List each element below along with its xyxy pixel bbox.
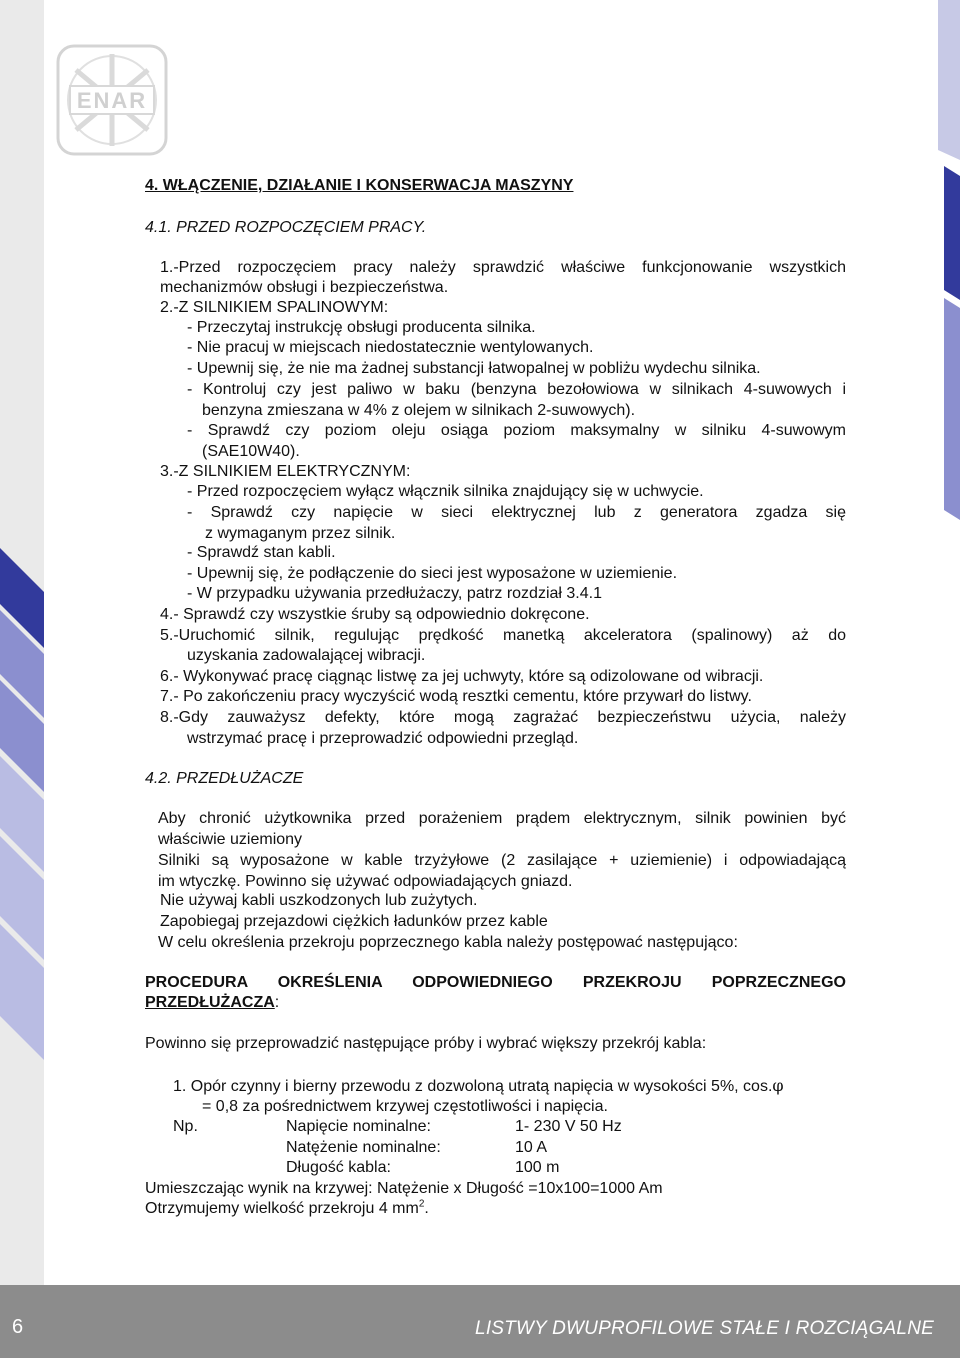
list-item: - Upewnij się, że podłączenie do sieci jest wyposażone w uziemienie. <box>187 565 678 582</box>
paragraph-1-line-2: mechanizmów obsługi i bezpieczeństwa. <box>160 279 449 296</box>
paragraph-2-heading: 2.-Z SILNIKIEM SPALINOWYM: <box>160 299 389 316</box>
spec-label: Napięcie nominalne: <box>286 1118 431 1135</box>
list-item: - W przypadku używania przedłużaczy, patrz rozdział 3.4.1 <box>187 585 602 602</box>
list-item: - Sprawdź czy napięcie w sieci elektrycznej lub z generatora zgadza się <box>187 504 846 521</box>
list-item: - Sprawdź czy poziom oleju osiąga poziom maksymalny w silniku 4-suwowym <box>187 422 846 439</box>
list-item: - Przed rozpoczęciem wyłącz włącznik silnika znajdujący się w uchwycie. <box>187 483 704 500</box>
body-line: Aby chronić użytkownika przed porażeniem prądem elektrycznym, silnik powinien być <box>158 810 846 827</box>
section-heading: 4. WŁĄCZENIE, DZIAŁANIE I KONSERWACJA MASZYNY <box>145 177 574 194</box>
conclusion-line <box>145 1199 429 1219</box>
procedure-title-word: PRZEDŁUŻACZA <box>145 994 275 1011</box>
body-line: Nie używaj kabli uszkodzonych lub zużytych. <box>160 892 478 909</box>
list-item: - Kontroluj czy jest paliwo w baku (benzyna bezołowiowa w silnikach 4-suwowych i <box>187 381 846 398</box>
list-item-continued: benzyna zmieszana w 4% z olejem w silnikach 2-suwowych). <box>202 402 636 419</box>
footer-title: LISTWY DWUPROFILOWE STAŁE I ROZCIĄGALNE <box>475 1318 934 1339</box>
body-line: W celu określenia przekroju poprzecznego kabla należy postępować następująco: <box>158 934 738 951</box>
list-item: - Nie pracuj w miejscach niedostatecznie wentylowanych. <box>187 339 594 356</box>
paragraph-4: 4.- Sprawdź czy wszystkie śruby są odpowiednio dokręcone. <box>160 606 590 623</box>
paragraph-7: 7.- Po zakończeniu pracy wyczyścić wodą resztki cementu, które przywarł do listwy. <box>160 688 752 705</box>
list-item-continued: z wymaganym przez silnik. <box>205 525 396 542</box>
body-line: Zapobiegaj przejazdowi ciężkich ładunków przez kable <box>160 913 548 930</box>
spec-label: Natężenie nominalne: <box>286 1139 441 1156</box>
paragraph-1-line-1: 1.-Przed rozpoczęciem pracy należy sprawdzić właściwe funkcjonowanie wszystkich <box>160 259 846 276</box>
list-item: - Przeczytaj instrukcję obsługi producenta silnika. <box>187 319 536 336</box>
left-sidebar-strip <box>0 0 44 1285</box>
subsection-heading: 4.2. PRZEDŁUŻACZE <box>145 770 304 787</box>
subsection-heading: 4.1. PRZED ROZPOCZĘCIEM PRACY. <box>145 219 427 236</box>
paragraph-3-heading: 3.-Z SILNIKIEM ELEKTRYCZNYM: <box>160 463 411 480</box>
body-line: właściwie uziemiony <box>158 831 303 848</box>
spec-value: 100 m <box>515 1159 560 1176</box>
example-label: Np. <box>173 1118 198 1135</box>
list-item-continued: (SAE10W40). <box>202 443 300 460</box>
right-band-light <box>938 0 960 160</box>
right-band-mid <box>944 298 960 520</box>
spec-value: 1- 230 V 50 Hz <box>515 1118 622 1135</box>
enar-logo <box>52 40 172 160</box>
page-number: 6 <box>12 1316 24 1338</box>
procedure-intro: Powinno się przeprowadzić następujące próby i wybrać większy przekrój kabla: <box>145 1035 707 1052</box>
paragraph-5-line-2: uzyskania zadowalającej wibracji. <box>187 647 426 664</box>
paragraph-8-line-2: wstrzymać pracę i przeprowadzić odpowiedni przegląd. <box>187 730 579 747</box>
phi-symbol: φ <box>772 1076 784 1095</box>
procedure-item-1 <box>173 1076 784 1097</box>
superscript: 2 <box>418 1198 425 1210</box>
procedure-title-colon: : <box>274 994 280 1011</box>
procedure-title-line-2 <box>145 993 279 1013</box>
list-item: - Upewnij się, że nie ma żadnej substancji łatwopalnej w pobliżu wydechu silnika. <box>187 360 761 377</box>
right-band-dark <box>944 166 960 300</box>
body-line: im wtyczkę. Powinno się używać odpowiadających gniazd. <box>158 873 573 890</box>
procedure-item-1-continued: = 0,8 za pośrednictwem krzywej częstotliwości i napięcia. <box>202 1098 608 1115</box>
svg-text:ENAR: ENAR <box>76 88 148 113</box>
procedure-title: PROCEDURA OKREŚLENIA ODPOWIEDNIEGO PRZEKROJU POPRZECZNEGO <box>145 974 846 991</box>
paragraph-8-line-1: 8.-Gdy zauważysz defekty, które mogą zagrażać bezpieczeństwu użycia, należy <box>160 709 846 726</box>
body-line: Silniki są wyposażone w kable trzyżyłowe (2 zasilające + uziemienie) i odpowiadającą <box>158 852 846 869</box>
list-item: - Sprawdź stan kabli. <box>187 544 336 561</box>
procedure-item-1-text: 1. Opór czynny i bierny przewodu z dozwoloną utratą napięcia w wysokości 5%, cos. <box>173 1078 773 1095</box>
paragraph-6: 6.- Wykonywać pracę ciągnąc listwę za jej uchwyty, które są odizolowane od wibracji. <box>160 668 764 685</box>
result-line: Umieszczając wynik na krzywej: Natężenie x Długość =10x100=1000 Am <box>145 1180 663 1197</box>
spec-value: 10 A <box>515 1139 548 1156</box>
paragraph-5-line-1: 5.-Uruchomić silnik, regulując prędkość manetką akceleratora (spalinowy) aż do <box>160 627 846 644</box>
conclusion-text: Otrzymujemy wielkość przekroju 4 mm <box>145 1200 419 1217</box>
spec-label: Długość kabla: <box>286 1159 391 1176</box>
conclusion-period: . <box>424 1200 429 1217</box>
